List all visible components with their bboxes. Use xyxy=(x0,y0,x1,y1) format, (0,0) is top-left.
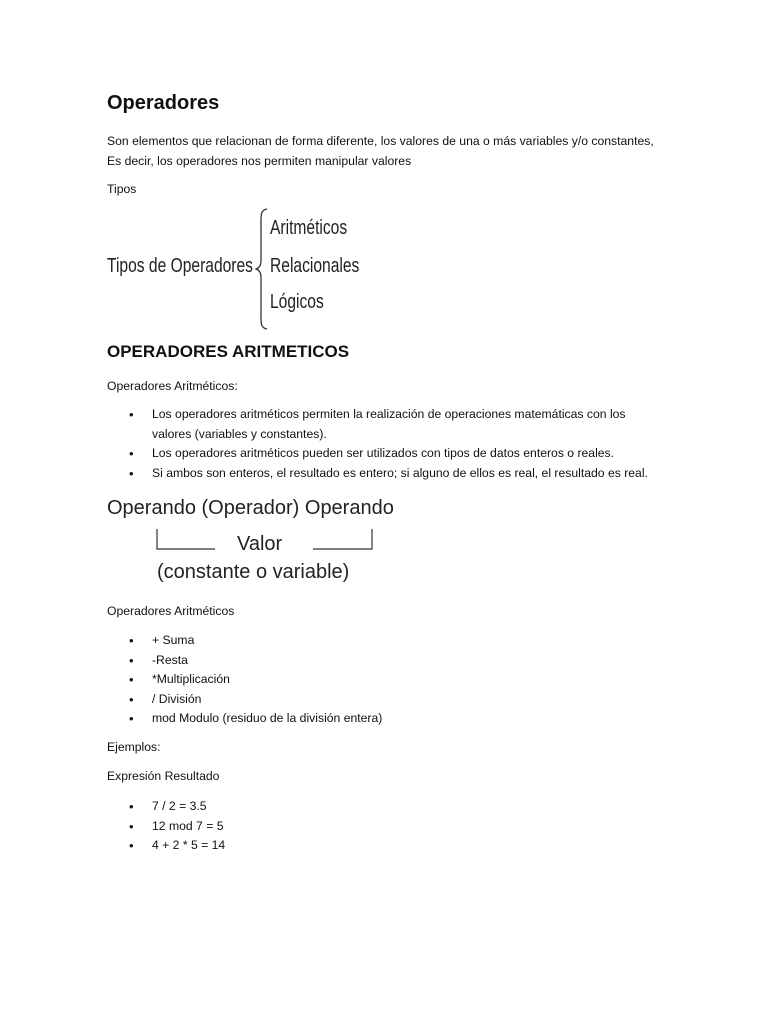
list-item: • 7 / 2 = 3.5 xyxy=(107,797,407,817)
tipos-item-logicos: Lógicos xyxy=(270,291,324,313)
list-item: • 4 + 2 * 5 = 14 xyxy=(107,836,407,856)
tipos-item-aritmeticos: Aritméticos xyxy=(270,217,348,239)
intro-paragraph: Son elementos que relacionan de forma diferente, los valores de una o más variables y/o constantes, Es decir, los operadores nos permiten manipular valores xyxy=(107,134,654,168)
expresion-label: Expresión Resultado xyxy=(107,769,220,783)
tipos-diagram-main: Tipos de Operadores xyxy=(107,255,253,277)
operando-line: Operando (Operador) Operando xyxy=(107,497,394,519)
operators-list xyxy=(107,631,507,729)
subsection-label: Operadores Aritméticos: xyxy=(107,379,238,393)
arithmetic-bullet-list xyxy=(107,405,667,483)
list-item: • mod Modulo (residuo de la división entera) xyxy=(107,709,507,729)
operando-diagram xyxy=(107,497,437,592)
list-item: • Si ambos son enteros, el resultado es entero; si alguno de ellos es real, el resultado es real. xyxy=(107,464,667,484)
curly-brace-icon xyxy=(255,208,269,330)
list-item: • / División xyxy=(107,690,507,710)
list-item: • + Suma xyxy=(107,631,507,651)
list-item: • -Resta xyxy=(107,651,507,671)
valor-label: Valor xyxy=(237,533,283,555)
tipos-item-relacionales: Relacionales xyxy=(270,255,360,277)
section-title: OPERADORES ARITMETICOS xyxy=(107,342,350,361)
tipos-diagram xyxy=(107,205,360,330)
list-item: • Los operadores aritméticos permiten la realización de operaciones matemáticas con los valores (variables y constantes). xyxy=(107,405,667,444)
constante-variable-label: (constante o variable) xyxy=(157,561,350,583)
page-title: Operadores xyxy=(107,92,220,114)
examples-list xyxy=(107,797,407,856)
operators-label: Operadores Aritméticos xyxy=(107,604,235,618)
list-item: • *Multiplicación xyxy=(107,670,507,690)
tipos-label: Tipos xyxy=(107,182,137,196)
list-item: • 12 mod 7 = 5 xyxy=(107,817,407,837)
ejemplos-label: Ejemplos: xyxy=(107,740,161,754)
list-item: • Los operadores aritméticos pueden ser utilizados con tipos de datos enteros o reales. xyxy=(107,444,667,464)
